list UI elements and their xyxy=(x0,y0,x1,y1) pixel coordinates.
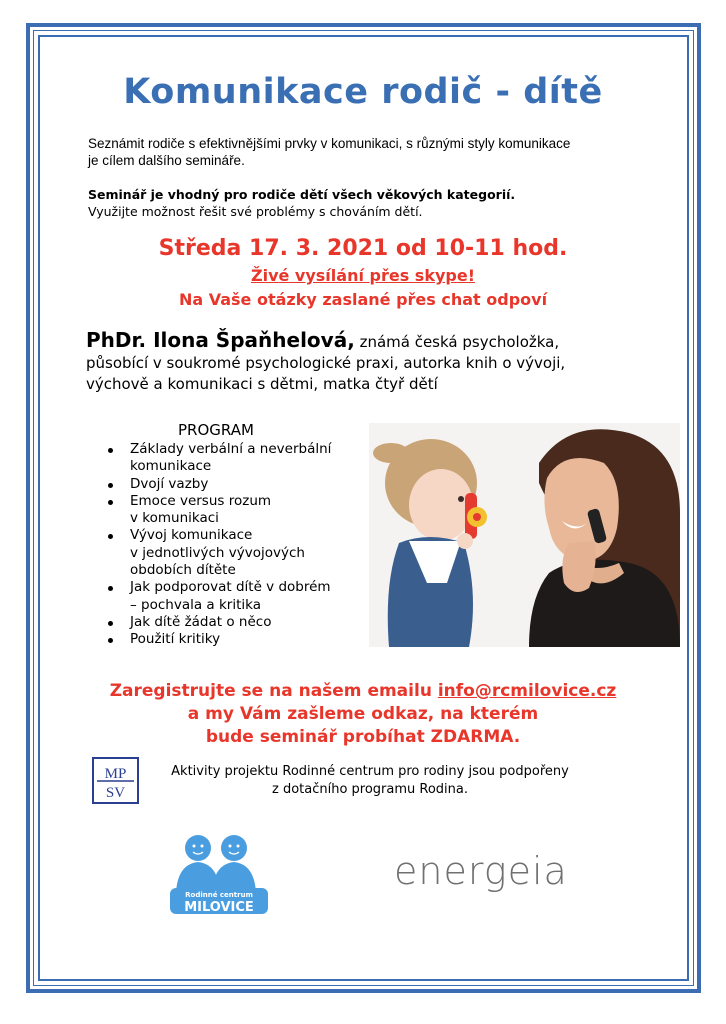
mother-child-phone-photo xyxy=(369,423,680,647)
event-date: Středa 17. 3. 2021 od 10-11 hod. xyxy=(158,236,568,261)
intro-line-3: Využijte možnost řešit své problémy s chováním dětí. xyxy=(88,204,423,219)
rc-logo-big-text: MILOVICE xyxy=(184,900,254,915)
live-stream-note: Živé vysílání přes skype! xyxy=(250,266,475,285)
mpsv-logo xyxy=(92,757,139,804)
registration-text xyxy=(0,680,726,749)
program-list xyxy=(108,441,368,649)
speaker-desc-1: známá česká psycholožka, xyxy=(354,333,560,351)
intro-audience xyxy=(88,186,648,220)
program-item: Emoce versus rozum v komunikaci xyxy=(108,493,368,528)
program-item: Dvojí vazby xyxy=(108,476,368,493)
bullet-icon xyxy=(108,586,113,591)
bullet-icon xyxy=(108,621,113,626)
support-line-1: Aktivity projektu Rodinné centrum pro rodiny jsou podpořeny xyxy=(171,764,569,779)
mpsv-logo-bottom: SV xyxy=(105,785,126,801)
support-note xyxy=(160,763,580,799)
rc-logo-small-text: Rodinné centrum xyxy=(185,891,253,899)
email-link[interactable]: info@rcmilovice.cz xyxy=(437,681,617,701)
speaker-desc-3: výchově a komunikaci s dětmi, matka čtyř dětí xyxy=(86,375,438,393)
speaker-bio xyxy=(86,330,646,395)
program-item: Použití kritiky xyxy=(108,631,368,648)
bullet-icon xyxy=(108,534,113,539)
intro-bold-line: Seminář je vhodný pro rodiče dětí všech věkových kategorií. xyxy=(88,187,516,202)
program-item: Jak dítě žádat o něco xyxy=(108,614,368,631)
intro-text xyxy=(88,135,648,169)
registration-line-3: bude seminář probíhat ZDARMA. xyxy=(205,727,521,747)
intro-line-2: je cílem dalšího semináře. xyxy=(88,153,245,168)
speaker-name: PhDr. Ilona Špaňhelová, xyxy=(86,328,355,352)
bullet-icon xyxy=(108,638,113,643)
mpsv-logo-top: MP xyxy=(104,766,127,782)
energeia-logo: energeia xyxy=(394,849,568,893)
program-item: Vývoj komunikace v jednotlivých vývojových obdobích dítěte xyxy=(108,527,368,579)
bullet-icon xyxy=(108,500,113,505)
registration-line-2: a my Vám zašleme odkaz, na kterém xyxy=(187,704,539,724)
chat-note: Na Vaše otázky zaslané přes chat odpoví xyxy=(178,290,548,309)
support-line-2: z dotačního programu Rodina. xyxy=(271,782,468,797)
program-item: Základy verbální a neverbální komunikace xyxy=(108,441,368,476)
speaker-desc-2: působící v soukromé psychologické praxi, autorka knih o vývoji, xyxy=(86,354,566,372)
intro-line-1: Seznámit rodiče s efektivnějšími prvky v komunikaci, s různými styly komunikace xyxy=(88,136,571,151)
page-title: Komunikace rodič - dítě xyxy=(123,72,603,112)
registration-prefix: Zaregistrujte se na našem emailu xyxy=(109,681,438,701)
bullet-icon xyxy=(108,448,113,453)
rc-milovice-logo xyxy=(168,832,272,916)
program-item: Jak podporovat dítě v dobrém – pochvala a kritika xyxy=(108,579,368,614)
program-heading: PROGRAM xyxy=(178,421,254,439)
bullet-icon xyxy=(108,483,113,488)
